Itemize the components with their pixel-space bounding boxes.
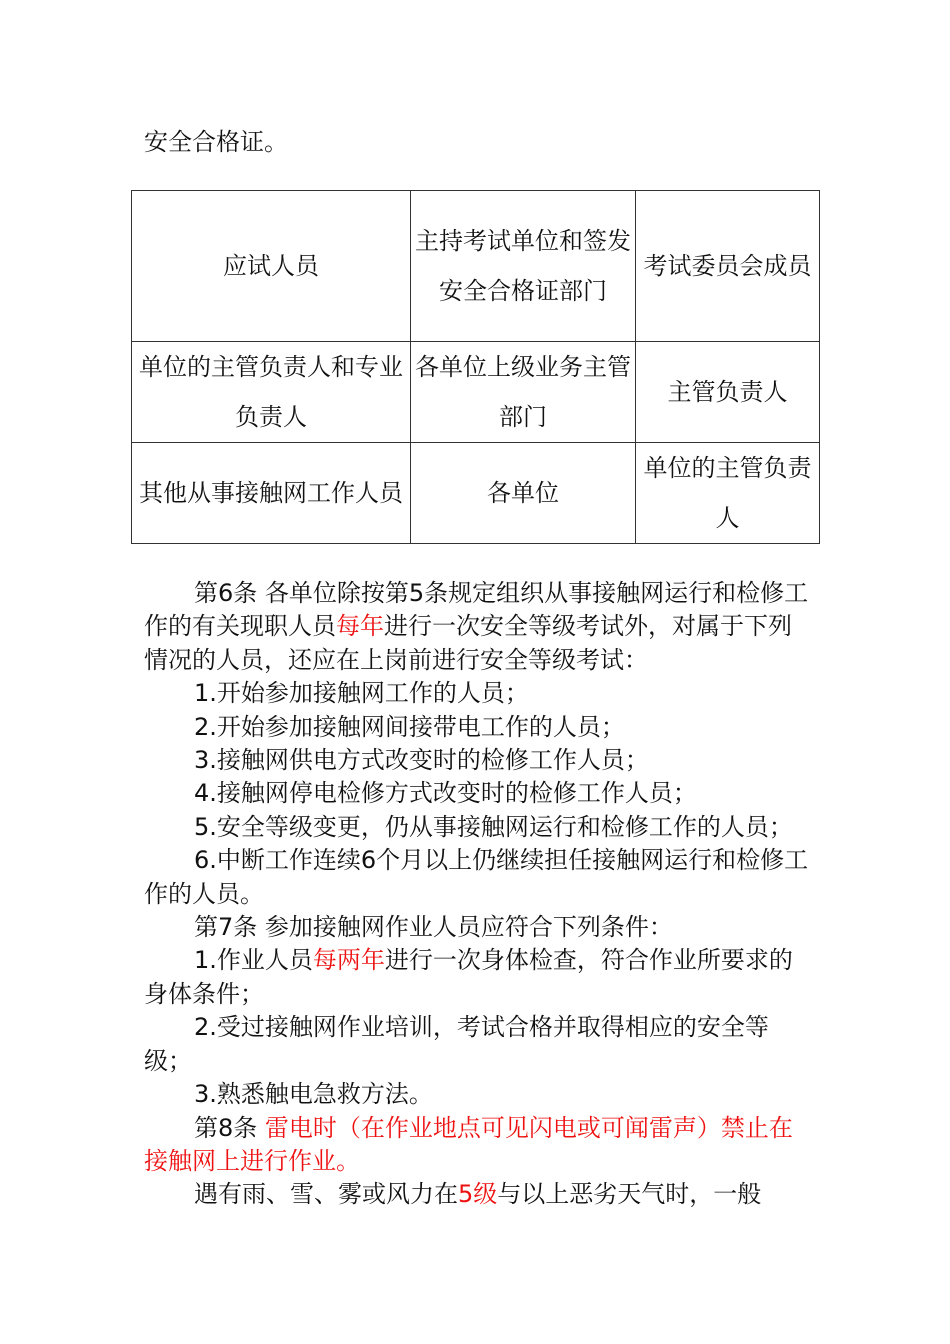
table-cell: 单位的主管负责人: [636, 443, 820, 544]
list-item: 3.接触网供电方式改变时的检修工作人员；: [194, 746, 649, 775]
article-7: 第7条 参加接触网作业人员应符合下列条件：: [194, 913, 673, 942]
article-8: [144, 1112, 812, 1179]
list-item: [144, 944, 812, 1011]
highlight-text: 每两年: [312, 946, 385, 975]
article-6: [144, 577, 812, 677]
article-8-text: 第8条: [194, 1113, 265, 1142]
article-6-text: 第6条 各单位除按第5条规定组织从事接触网运行和检修工作的有关现职人员: [144, 579, 809, 641]
lead-text: 安全合格证。: [144, 128, 288, 156]
document-body: [144, 577, 812, 1212]
list-item: 1.开始参加接触网工作的人员；: [194, 679, 529, 708]
table-row: [132, 191, 820, 342]
table-cell: 其他从事接触网工作人员: [132, 443, 411, 544]
article-6-text: 进行一次安全等级考试外，对属于下列情况的人员，还应在上岗前进行安全等级考试：: [144, 612, 792, 674]
table-cell: 主管负责人: [636, 342, 820, 443]
list-item: 5.安全等级变更，仍从事接触网运行和检修工作的人员；: [194, 812, 793, 841]
table-cell: 应试人员: [132, 191, 411, 342]
paragraph-text: 遇有雨、雪、雾或风力在: [194, 1180, 458, 1209]
highlight-text: 每年: [336, 612, 384, 641]
highlight-text: 雷电时（在作业地点可见闪电或可闻雷声）禁止在接触网上进行作业。: [144, 1113, 793, 1175]
table-cell: 各单位: [411, 443, 636, 544]
list-item: 6.中断工作连续6个月以上仍继续担任接触网运行和检修工作的人员。: [144, 846, 809, 908]
table-row: [132, 342, 820, 443]
table-cell: 考试委员会成员: [636, 191, 820, 342]
list-item: 2.开始参加接触网间接带电工作的人员；: [194, 712, 625, 741]
list-item-text: 1.作业人员: [194, 946, 313, 975]
table-cell: 各单位上级业务主管部门: [411, 342, 636, 443]
table-cell: 单位的主管负责人和专业负责人: [132, 342, 411, 443]
list-item: 4.接触网停电检修方式改变时的检修工作人员；: [194, 779, 697, 808]
weather-paragraph: [144, 1178, 812, 1211]
table-cell: 主持考试单位和签发安全合格证部门: [411, 191, 636, 342]
highlight-text: 5级: [458, 1180, 498, 1209]
list-item: 2.受过接触网作业培训，考试合格并取得相应的安全等级；: [144, 1013, 769, 1075]
list-item: 3.熟悉触电急救方法。: [194, 1080, 433, 1109]
list-item-text: 进行一次身体检查，符合作业所要求的身体条件；: [144, 946, 793, 1008]
qualification-table: [131, 190, 820, 544]
paragraph-text: 与以上恶劣天气时，一般: [497, 1180, 762, 1209]
table-row: [132, 443, 820, 544]
